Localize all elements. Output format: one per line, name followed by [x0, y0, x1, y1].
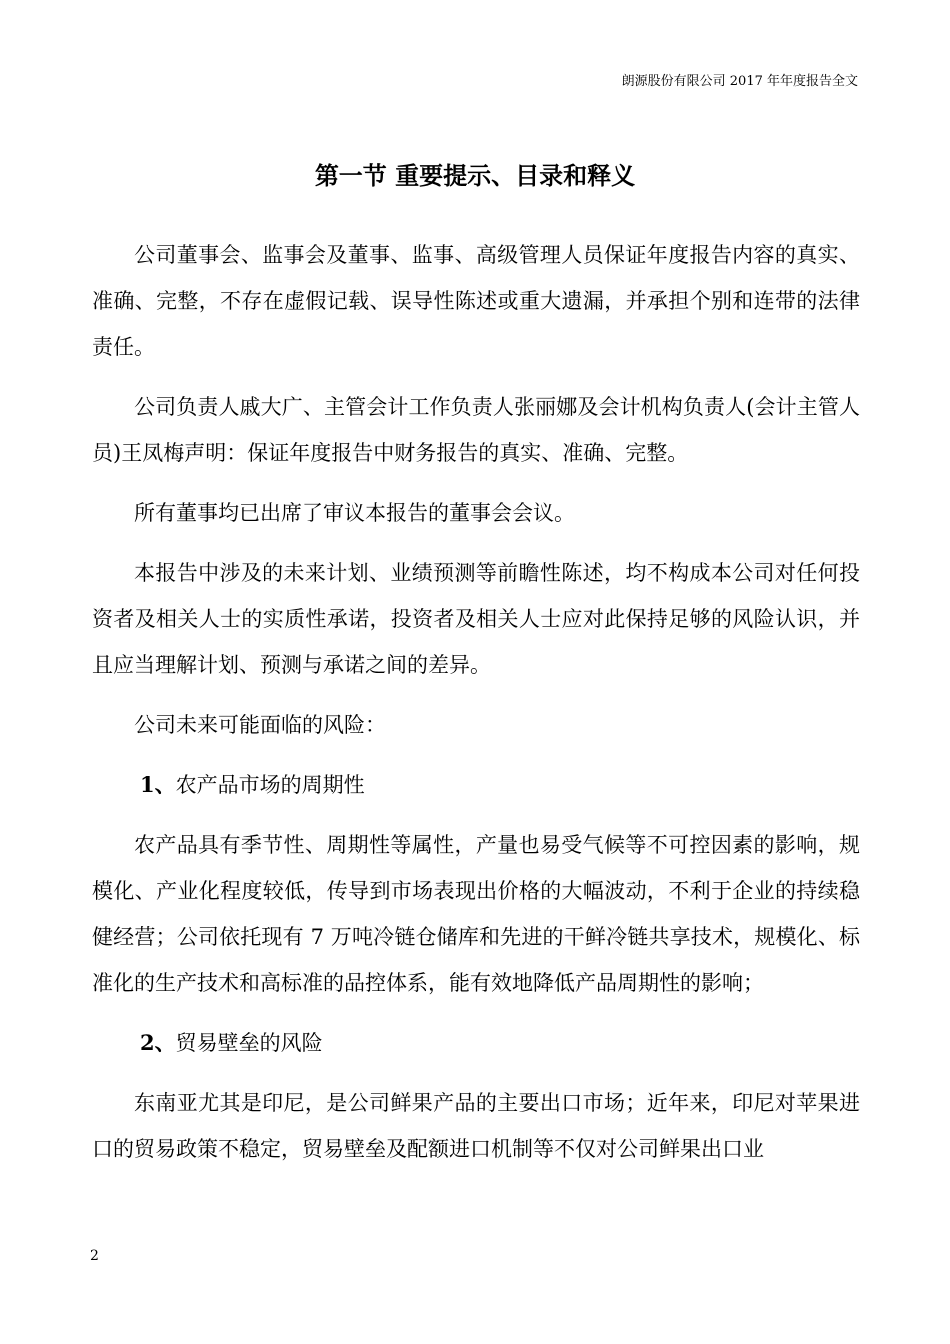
section-title: 第一节 重要提示、目录和释义: [314, 161, 636, 190]
risk-title-2: 贸易壁垒的风险: [175, 1031, 323, 1055]
running-header: 朗源股份有限公司 2017 年年度报告全文: [621, 74, 858, 89]
paragraph-attendance: 所有董事均已出席了审议本报告的董事会会议。: [134, 501, 575, 525]
risk-title-1: 农产品市场的周期性: [175, 773, 365, 797]
paragraph-risks-intro: 公司未来可能面临的风险：: [134, 713, 386, 737]
risk-number-2: 2、: [140, 1030, 176, 1055]
paragraph-responsibility: 公司董事会、监事会及董事、监事、高级管理人员保证年度报告内容的真实、准确、完整，不存在虚假记载、误导性陈述或重大遗漏，并承担个别和连带的法律责任。: [92, 243, 860, 359]
body-text: [92, 232, 860, 1186]
paragraph-risk-1: 农产品具有季节性、周期性等属性，产量也易受气候等不可控因素的影响，规模化、产业化程度较低，传导到市场表现出价格的大幅波动，不利于企业的持续稳健经营；公司依托现有 7 万吨冷链仓储库和先进的干鲜冷链共享技术，规模化、标准化的生产技术和高标准的品控体系，能有效地降低产品周期性的影响；: [92, 833, 860, 995]
risk-heading-1: [92, 762, 860, 808]
page-number: 2: [90, 1248, 99, 1264]
paragraph-forward-looking: 本报告中涉及的未来计划、业绩预测等前瞻性陈述，均不构成本公司对任何投资者及相关人士的实质性承诺，投资者及相关人士应对此保持足够的风险认识，并且应当理解计划、预测与承诺之间的差异。: [92, 561, 860, 677]
risk-number-1: 1、: [140, 772, 176, 797]
paragraph-statement: 公司负责人戚大广、主管会计工作负责人张丽娜及会计机构负责人(会计主管人员)王凤梅声明：保证年度报告中财务报告的真实、准确、完整。: [92, 395, 860, 465]
paragraph-risk-2: 东南亚尤其是印尼，是公司鲜果产品的主要出口市场；近年来，印尼对苹果进口的贸易政策不稳定，贸易壁垒及配额进口机制等不仅对公司鲜果出口业: [92, 1091, 860, 1161]
risk-heading-2: [92, 1020, 860, 1066]
